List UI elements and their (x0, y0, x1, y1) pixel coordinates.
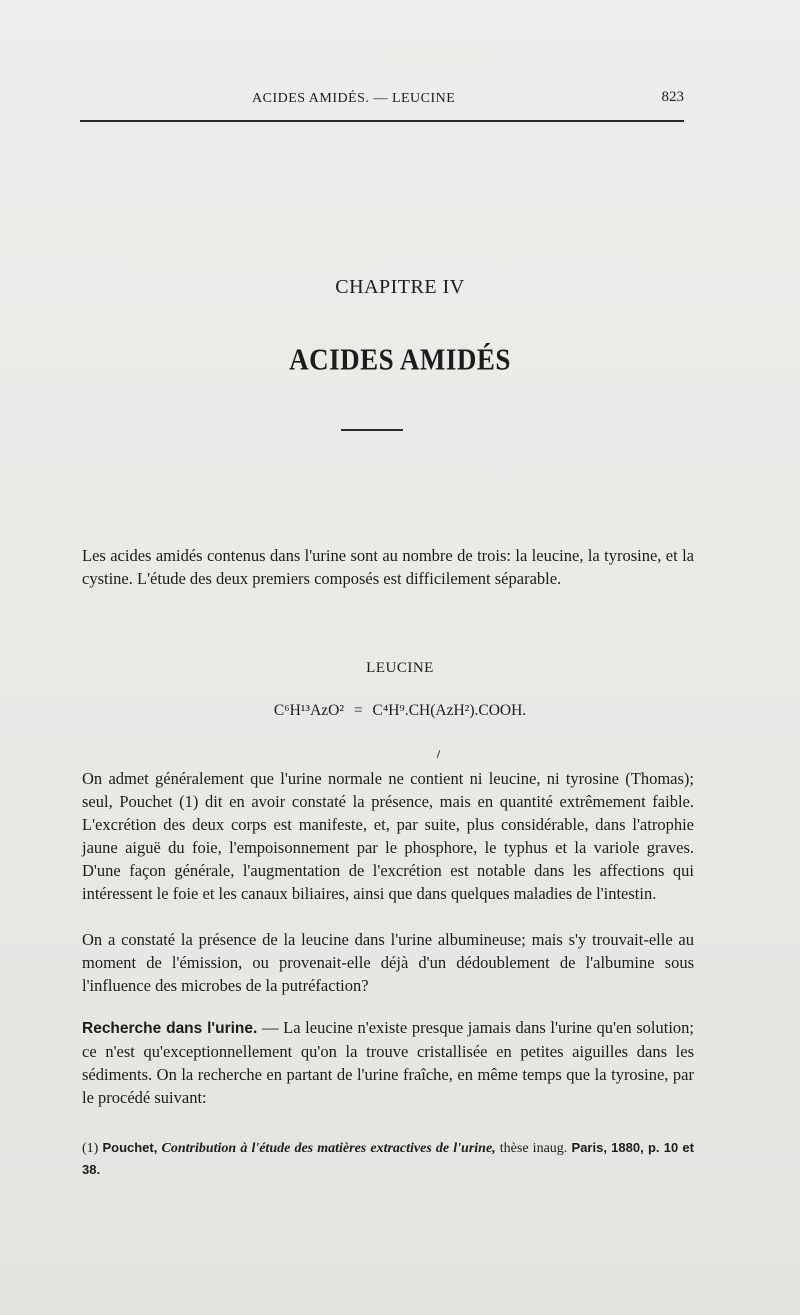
title-rule (341, 429, 403, 431)
chapter-title: ACIDES AMIDÉS (289, 341, 511, 377)
footnote-author: Pouchet, (102, 1140, 158, 1155)
footnote-place: Paris, 1880, p. 10 et 38. (82, 1140, 694, 1177)
footnote-marker: (1) (82, 1141, 103, 1156)
footnote-title: Contribution à l'étude des matières extractives de l'urine, (157, 1141, 496, 1156)
section-heading: LEUCINE (366, 660, 434, 676)
chapter-label: CHAPITRE IV (335, 276, 465, 298)
running-title: ACIDES AMIDÉS. — LEUCINE (252, 91, 456, 106)
recherche-text: — La leucine n'existe presque jamais dans l'urine qu'en solution; ce n'est qu'exceptionnellement qu'on la trouve cristallisée en petites aiguilles dans les sédiments. On la recherche en partant de l'urine fraîche, en même temps que la tyrosine, par le procédé suivant: (82, 1018, 694, 1107)
body-paragraph: On admet généralement que l'urine normale ne contient ni leucine, ni tyrosine (Thomas); seul, Pouchet (1) dit en avoir constaté la présence, mais en quantité extrêmement faible. L'excrétion des deux corps est manifeste, et, par suite, plus considérable, dans l'atrophie jaune aiguë du foie, l'empoisonnement par le phosphore, le typhus et la variole graves. D'une façon générale, l'augmentation de l'excrétion est notable dans les affections qui intéressent le foie et les canaux biliaires, ainsi que dans quelques maladies de l'intestin. (82, 769, 694, 903)
page-number: 823 (661, 89, 684, 105)
footnote (82, 1137, 694, 1181)
formula-left: C⁶H¹³AzO² (273, 702, 344, 719)
recherche-label: Recherche dans l'urine. (82, 1020, 258, 1037)
chemical-formula (0, 702, 800, 720)
footnote-rest: thèse inaug. (495, 1141, 568, 1156)
formula-equals: = (353, 702, 363, 719)
recherche-paragraph (82, 1016, 694, 1109)
running-head (80, 88, 700, 112)
formula-right: C⁴H⁹.CH(AzH²).COOH. (372, 702, 527, 719)
header-rule (80, 120, 684, 122)
body-paragraph: On a constaté la présence de la leucine dans l'urine albumineuse; mais s'y trouvait-elle au moment de l'émission, ou provenait-elle déjà d'un dédoublement de l'albumine sous l'influence des microbes de la putréfaction? (82, 930, 694, 995)
intro-paragraph: Les acides amidés contenus dans l'urine sont au nombre de trois: la leucine, la tyrosine, et la cystine. L'étude des deux premiers composés est difficilement séparable. (82, 546, 694, 588)
stray-mark (437, 750, 441, 758)
